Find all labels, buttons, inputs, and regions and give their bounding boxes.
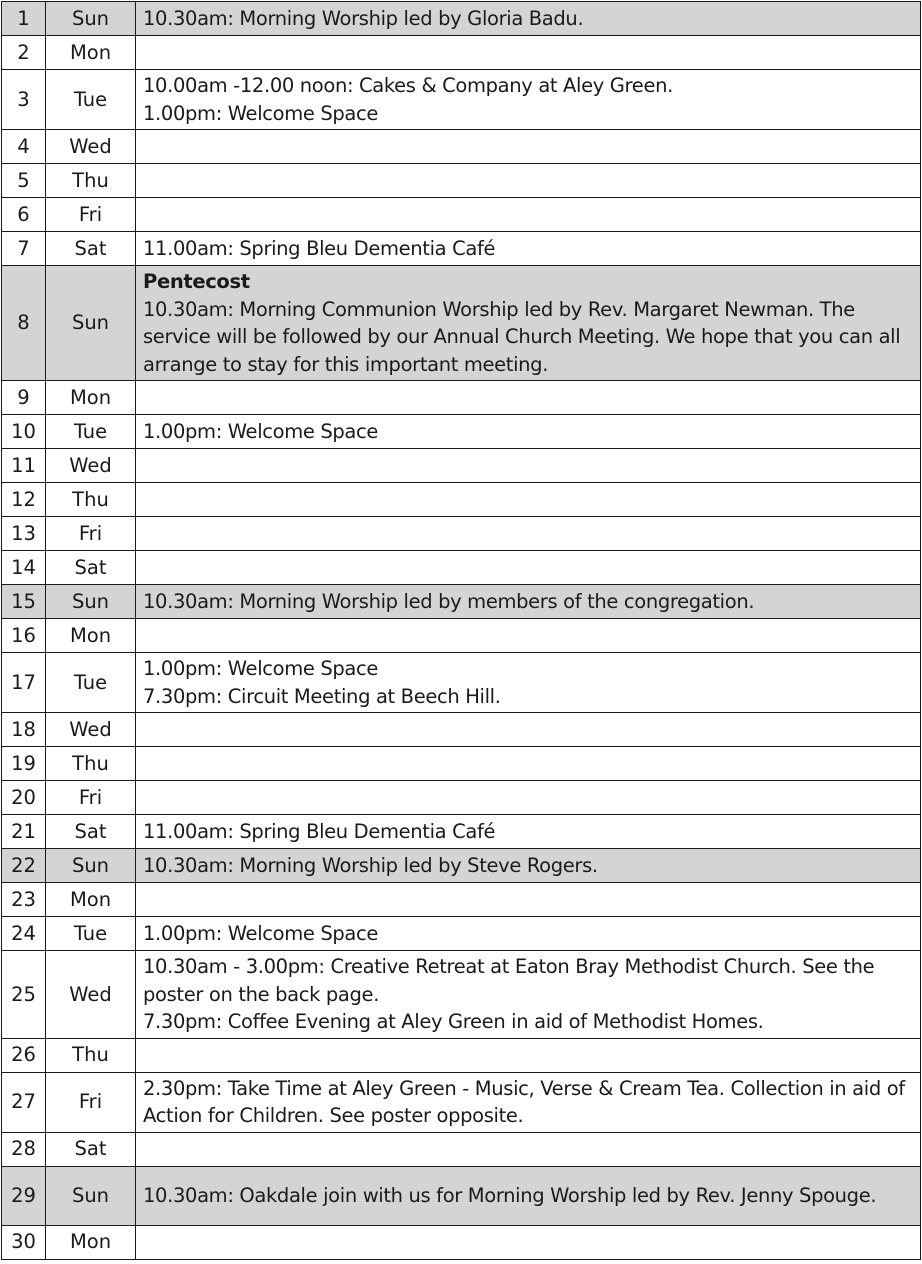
- events-cell: [136, 917, 921, 951]
- events-cell: [136, 713, 921, 747]
- event-line: 10.30am: Morning Worship led by Steve Rogers.: [143, 853, 598, 877]
- date-number: 26: [2, 1038, 46, 1072]
- date-number: 1: [2, 2, 46, 36]
- weekday-name: Wed: [46, 449, 136, 483]
- weekday-name: Tue: [46, 415, 136, 449]
- calendar-row: [2, 2, 921, 36]
- event-line: 10.30am - 3.00pm: Creative Retreat at Eaton Bray Methodist Church. See the poster on the back page.: [143, 955, 875, 1006]
- weekday-name: Thu: [46, 747, 136, 781]
- events-cell: [136, 1038, 921, 1072]
- event-line: 10.30am: Morning Communion Worship led by Rev. Margaret Newman. The service will be followed by our Annual Church Meeting. We hope that you can all arrange to stay for this important meeting.: [143, 297, 901, 376]
- weekday-name: Wed: [46, 130, 136, 164]
- events-cell: [136, 2, 921, 36]
- weekday-name: Sat: [46, 815, 136, 849]
- calendar-row: [2, 619, 921, 653]
- calendar-row: [2, 815, 921, 849]
- calendar-row: [2, 1132, 921, 1166]
- event-line: 10.30am: Morning Worship led by members of the congregation.: [143, 589, 755, 613]
- date-number: 24: [2, 917, 46, 951]
- weekday-name: Thu: [46, 164, 136, 198]
- weekday-name: Sun: [46, 1166, 136, 1225]
- events-cell: [136, 653, 921, 713]
- date-number: 20: [2, 781, 46, 815]
- weekday-name: Thu: [46, 1038, 136, 1072]
- event-line: 2.30pm: Take Time at Aley Green - Music, Verse & Cream Tea. Collection in aid of Action for Children. See poster opposite.: [143, 1076, 905, 1127]
- calendar-row: [2, 951, 921, 1039]
- weekday-name: Sat: [46, 232, 136, 266]
- calendar-row: [2, 266, 921, 381]
- calendar-row: [2, 849, 921, 883]
- date-number: 12: [2, 483, 46, 517]
- events-cell: [136, 70, 921, 130]
- calendar-row: [2, 164, 921, 198]
- date-number: 15: [2, 585, 46, 619]
- date-number: 23: [2, 883, 46, 917]
- date-number: 30: [2, 1225, 46, 1259]
- calendar-row: [2, 781, 921, 815]
- calendar-row: [2, 517, 921, 551]
- weekday-name: Tue: [46, 917, 136, 951]
- weekday-name: Wed: [46, 713, 136, 747]
- event-line: 1.00pm: Welcome Space: [143, 921, 379, 945]
- date-number: 9: [2, 381, 46, 415]
- weekday-name: Sun: [46, 266, 136, 381]
- weekday-name: Fri: [46, 1072, 136, 1132]
- date-number: 28: [2, 1132, 46, 1166]
- events-cell: [136, 815, 921, 849]
- events-cell: [136, 1225, 921, 1259]
- date-number: 11: [2, 449, 46, 483]
- calendar-row: [2, 1225, 921, 1259]
- date-number: 14: [2, 551, 46, 585]
- event-line: 11.00am: Spring Bleu Dementia Café: [143, 236, 496, 260]
- events-cell: [136, 1072, 921, 1132]
- events-cell: [136, 883, 921, 917]
- calendar-row: [2, 747, 921, 781]
- calendar-row: [2, 1072, 921, 1132]
- date-number: 29: [2, 1166, 46, 1225]
- weekday-name: Mon: [46, 883, 136, 917]
- date-number: 27: [2, 1072, 46, 1132]
- event-line: 11.00am: Spring Bleu Dementia Café: [143, 819, 496, 843]
- weekday-name: Fri: [46, 198, 136, 232]
- events-cell: [136, 781, 921, 815]
- events-cell: [136, 1132, 921, 1166]
- events-cell: [136, 585, 921, 619]
- date-number: 7: [2, 232, 46, 266]
- events-cell: [136, 517, 921, 551]
- calendar-row: [2, 130, 921, 164]
- weekday-name: Sun: [46, 585, 136, 619]
- date-number: 22: [2, 849, 46, 883]
- event-line: 7.30pm: Coffee Evening at Aley Green in aid of Methodist Homes.: [143, 1010, 764, 1033]
- weekday-name: Wed: [46, 951, 136, 1039]
- weekday-name: Mon: [46, 619, 136, 653]
- date-number: 16: [2, 619, 46, 653]
- calendar-row: [2, 232, 921, 266]
- weekday-name: Mon: [46, 381, 136, 415]
- calendar-row: [2, 415, 921, 449]
- events-cell: [136, 483, 921, 517]
- calendar-row: [2, 449, 921, 483]
- event-heading: Pentecost: [143, 270, 250, 293]
- weekday-name: Fri: [46, 781, 136, 815]
- calendar-row: [2, 883, 921, 917]
- event-line: 10.30am: Oakdale join with us for Morning Worship led by Rev. Jenny Spouge.: [143, 1183, 877, 1207]
- date-number: 10: [2, 415, 46, 449]
- calendar-row: [2, 585, 921, 619]
- calendar-body: [2, 2, 921, 1260]
- event-line: 10.00am -12.00 noon: Cakes & Company at Aley Green.: [143, 74, 673, 97]
- event-line: 1.00pm: Welcome Space: [143, 657, 379, 680]
- events-cell: [136, 36, 921, 70]
- date-number: 6: [2, 198, 46, 232]
- calendar-row: [2, 36, 921, 70]
- events-cell: [136, 266, 921, 381]
- calendar-row: [2, 70, 921, 130]
- calendar-row: [2, 483, 921, 517]
- events-cell: [136, 747, 921, 781]
- events-cell: [136, 198, 921, 232]
- events-cell: [136, 415, 921, 449]
- weekday-name: Thu: [46, 483, 136, 517]
- event-line: 10.30am: Morning Worship led by Gloria Badu.: [143, 6, 584, 30]
- event-line: 1.00pm: Welcome Space: [143, 101, 379, 125]
- weekday-name: Mon: [46, 1225, 136, 1259]
- calendar-table: [1, 1, 921, 1260]
- events-cell: [136, 951, 921, 1039]
- events-cell: [136, 849, 921, 883]
- calendar-row: [2, 917, 921, 951]
- event-line: 1.00pm: Welcome Space: [143, 419, 379, 443]
- calendar-row: [2, 1038, 921, 1072]
- event-line: 7.30pm: Circuit Meeting at Beech Hill.: [143, 684, 501, 708]
- calendar-row: [2, 198, 921, 232]
- date-number: 4: [2, 130, 46, 164]
- date-number: 19: [2, 747, 46, 781]
- events-cell: [136, 449, 921, 483]
- date-number: 17: [2, 653, 46, 713]
- date-number: 3: [2, 70, 46, 130]
- calendar-row: [2, 1166, 921, 1225]
- events-cell: [136, 381, 921, 415]
- events-cell: [136, 619, 921, 653]
- weekday-name: Mon: [46, 36, 136, 70]
- calendar-row: [2, 653, 921, 713]
- date-number: 13: [2, 517, 46, 551]
- weekday-name: Sat: [46, 1132, 136, 1166]
- events-cell: [136, 232, 921, 266]
- weekday-name: Sun: [46, 2, 136, 36]
- weekday-name: Sat: [46, 551, 136, 585]
- date-number: 25: [2, 951, 46, 1039]
- calendar-row: [2, 381, 921, 415]
- events-cell: [136, 551, 921, 585]
- weekday-name: Sun: [46, 849, 136, 883]
- date-number: 5: [2, 164, 46, 198]
- weekday-name: Tue: [46, 70, 136, 130]
- date-number: 2: [2, 36, 46, 70]
- events-cell: [136, 130, 921, 164]
- weekday-name: Fri: [46, 517, 136, 551]
- events-cell: [136, 164, 921, 198]
- date-number: 21: [2, 815, 46, 849]
- date-number: 18: [2, 713, 46, 747]
- weekday-name: Tue: [46, 653, 136, 713]
- events-cell: [136, 1166, 921, 1225]
- date-number: 8: [2, 266, 46, 381]
- calendar-row: [2, 713, 921, 747]
- calendar-row: [2, 551, 921, 585]
